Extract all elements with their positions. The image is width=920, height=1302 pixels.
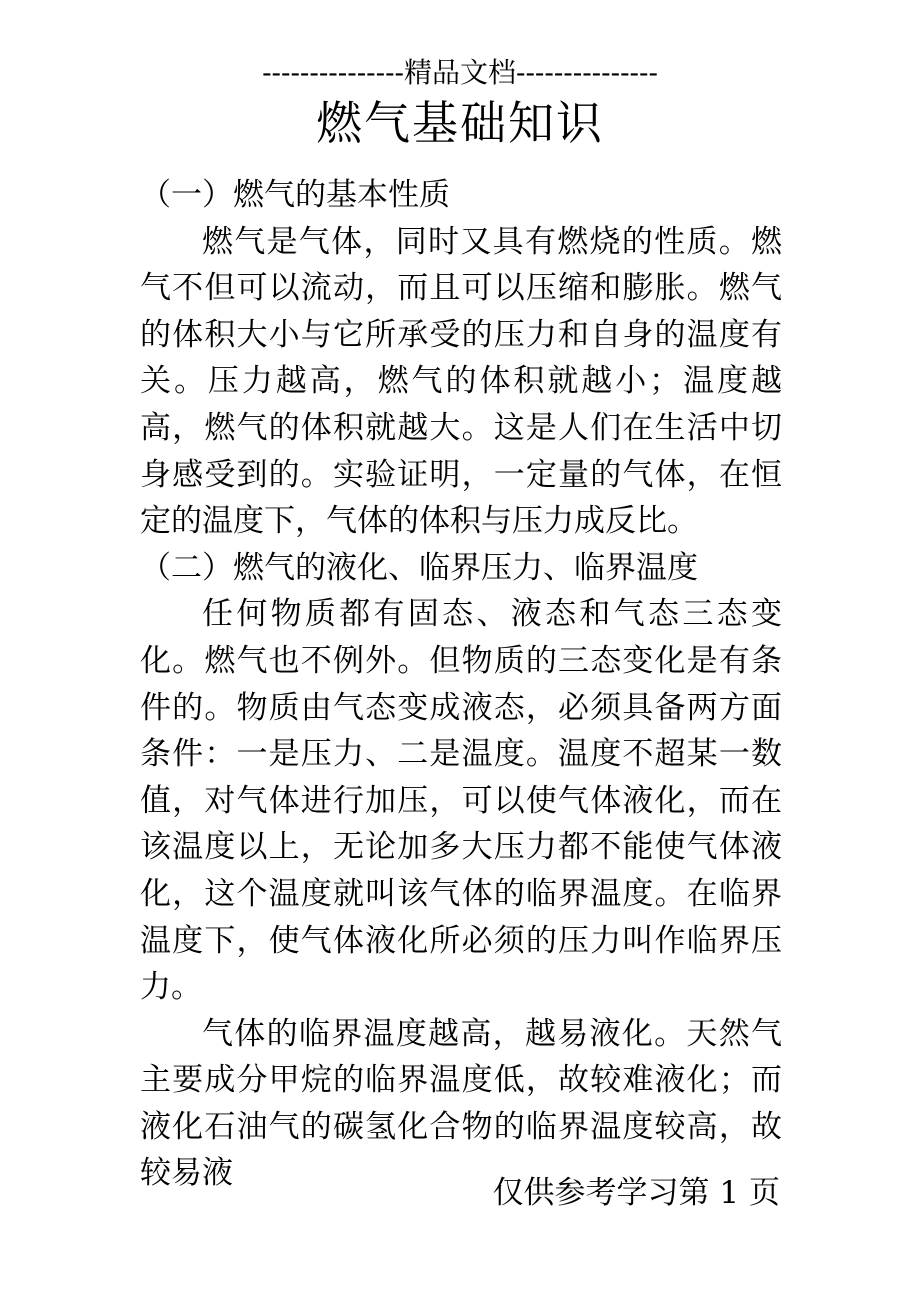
header-banner: ---------------精品文档--------------- <box>262 56 658 89</box>
document-body <box>140 172 782 1197</box>
paragraph-three-states: 任何物质都有固态、液态和气态三态变化。燃气也不例外。但物质的三态变化是有条件的。物质由气态变成液态，必须具备两方面条件：一是压力、二是温度。温度不超某一数值，对气体进行加压，可以使气体液化，而在该温度以上，无论加多大压力都不能使气体液化，这个温度就叫该气体的临界温度。在临界温度下，使气体液化所必须的压力叫作临界压力。 <box>140 596 782 1006</box>
paragraph-basic-properties: 燃气是气体，同时又具有燃烧的性质。燃气不但可以流动，而且可以压缩和膨胀。燃气的体积大小与它所承受的压力和自身的温度有关。压力越高，燃气的体积就越小；温度越高，燃气的体积就越大。这是人们在生活中切身感受到的。实验证明，一定量的气体，在恒定的温度下，气体的体积与压力成反比。 <box>140 223 782 540</box>
document-title: 燃气基础知识 <box>316 96 604 150</box>
page-footer: 仅供参考学习第 1 页 <box>492 1175 780 1211</box>
section-heading-liquefaction: （二）燃气的液化、临界压力、临界温度 <box>140 549 698 586</box>
paragraph-critical-temperature: 气体的临界温度越高，越易液化。天然气主要成分甲烷的临界温度低，故较难液化；而液化石油气的碳氢化合物的临界温度较高，故较易液 <box>140 1015 782 1192</box>
section-heading-basic-properties: （一）燃气的基本性质 <box>140 177 450 213</box>
